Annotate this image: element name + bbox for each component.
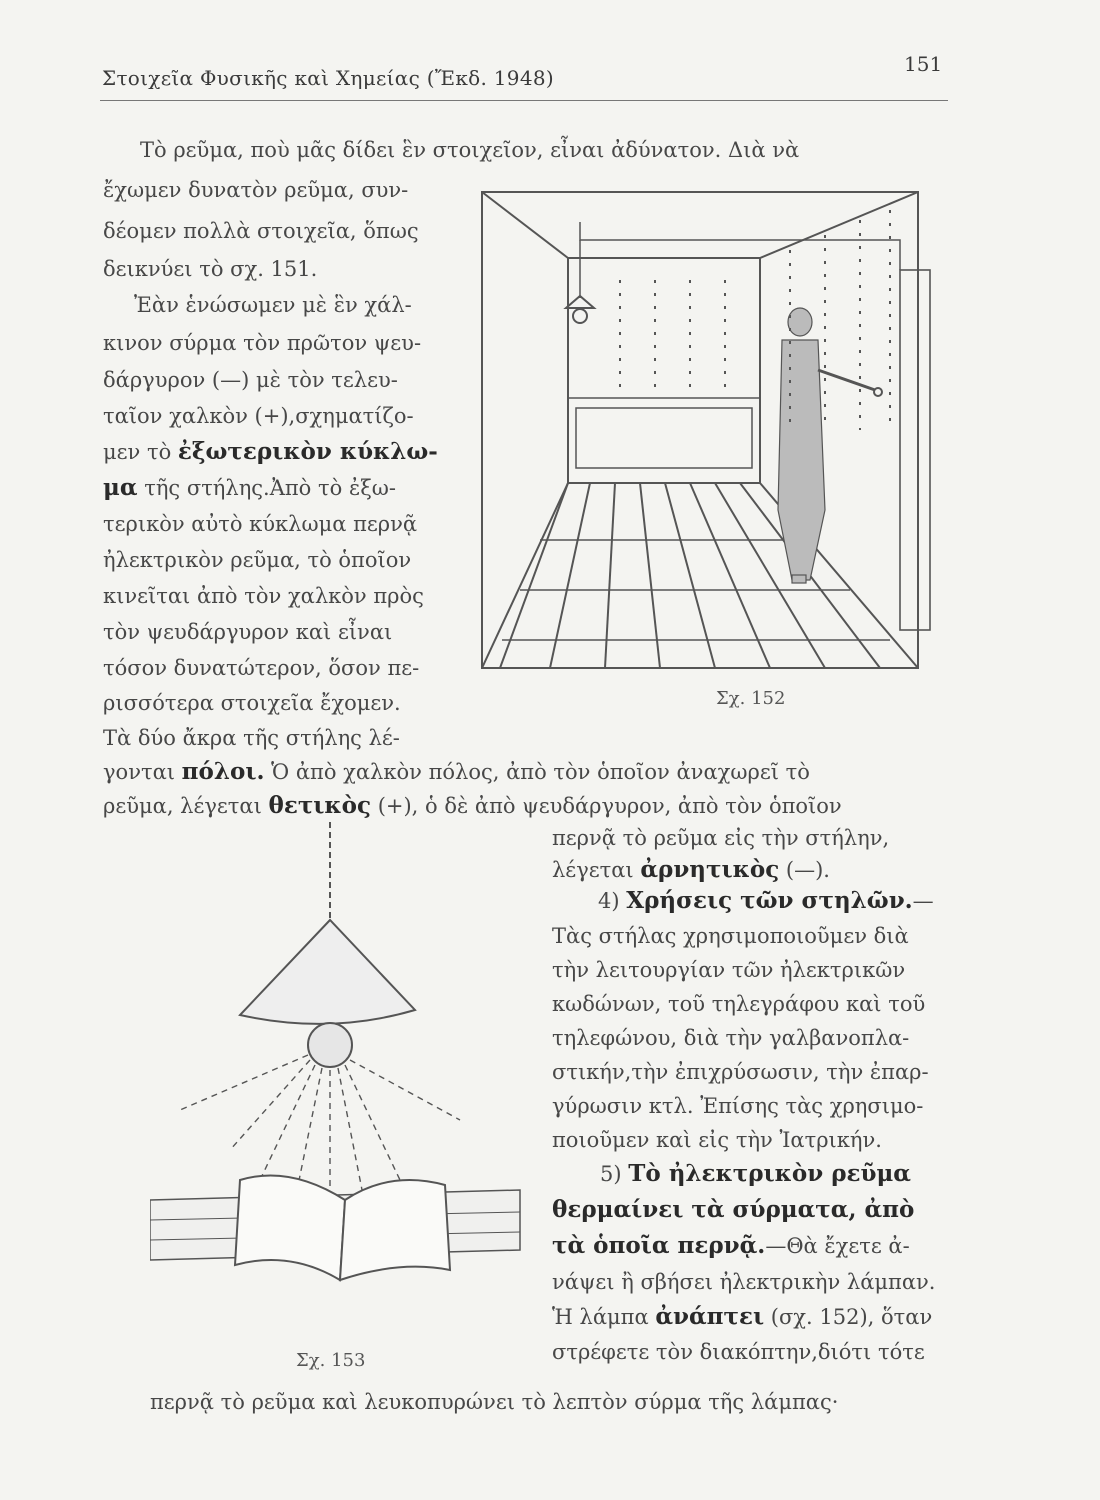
open-book [235,1176,450,1281]
section-number: 5) [600,1162,629,1186]
person-at-switch [778,308,875,583]
text-run: ρεῦμα, λέγεται [103,794,269,818]
text-run: λέγεται [552,858,641,882]
text-line-10 [103,474,396,502]
text-line-9 [103,438,438,466]
section-heading-4 [598,887,934,915]
term-external-circuit: ἐξωτερικὸν κύκλω- [177,438,438,465]
text-line-26: τηλεφώνου, διὰ τὴν γαλβανοπλα- [552,1026,910,1050]
text-line-29: ποιοῦμεν καὶ εἰς τὴν Ἰατρικήν. [552,1128,882,1152]
text-run: (—). [779,858,830,882]
text-line-33: νάψει ἢ σβήσει ἠλεκτρικὴν λάμπαν. [552,1270,936,1294]
text-line-20: περνᾷ τὸ ρεῦμα εἰς τὴν στήλην, [552,826,890,850]
lamp-shade [240,920,415,1024]
text-line-8: ταῖον χαλκὸν (+),σχηματίζο- [103,404,414,428]
header-rule [100,100,948,101]
text-line-13: κινεῖται ἀπὸ τὸν χαλκὸν πρὸς [103,584,424,608]
text-line-17: Τὰ δύο ἄκρα τῆς στήλης λέ- [103,726,400,750]
text-line-34 [552,1303,932,1331]
text-line-21 [552,856,830,884]
text-line-11: τερικὸν αὐτὸ κύκλωμα περνᾷ [103,512,418,536]
term-positive: θετικὸς [268,792,372,819]
term-lights-up: ἀνάπτει [655,1303,765,1330]
figure-152-caption: Σχ. 152 [716,688,786,709]
section-heading-5 [600,1160,911,1188]
text-line-35: στρέφετε τὸν διακόπτην,διότι τότε [552,1340,925,1364]
figure-153-lamp-book-illustration [150,820,530,1340]
running-header-title: Στοιχεῖα Φυσικῆς καὶ Χημείας (Ἔκδ. 1948) [102,66,554,90]
text-line-23: Τὰς στήλας χρησιμοποιοῦμεν διὰ [552,924,909,948]
text-line-5: Ἐὰν ἑνώσωμεν μὲ ἓν χάλ- [134,293,412,317]
back-wall [568,258,760,483]
text-line-24: τὴν λειτουργίαν τῶν ἠλεκτρικῶν [552,958,906,982]
text-run: (σχ. 152), ὅταν [764,1305,933,1329]
text-line-28: γύρωσιν κτλ. Ἐπίσης τὰς χρησιμο- [552,1094,924,1118]
text-run: — [912,889,934,913]
text-line-16: ρισσότερα στοιχεῖα ἔχομεν. [103,691,401,715]
text-line-18 [103,758,810,786]
figure-153-caption: Σχ. 153 [296,1350,366,1371]
text-line-4: δεικνύει τὸ σχ. 151. [103,257,318,281]
text-line-25: κωδώνων, τοῦ τηλεγράφου καὶ τοῦ [552,992,926,1016]
term-external-circuit-end: μα [103,474,138,501]
light-switch [874,388,882,396]
figure-frame [482,192,918,668]
text-line-27: στικήν,τὴν ἐπιχρύσωσιν, τὴν ἐπαρ- [552,1060,929,1084]
term-poles: πόλοι. [181,758,265,785]
section-title-current-heats-3: τὰ ὁποῖα περνᾷ. [552,1232,766,1259]
term-negative: ἀρνητικὸς [640,856,780,883]
text-line-6: κινον σύρμα τὸν πρῶτον ψευ- [103,331,422,355]
text-run: Ἡ λάμπα [552,1305,656,1329]
section-title-current-heats-2: θερμαίνει τὰ σύρματα, ἀπὸ [552,1196,915,1223]
section-title-uses-of-batteries: Χρήσεις τῶν στηλῶν. [626,887,913,914]
figure-152-room-illustration [480,180,940,675]
text-line-31 [552,1196,914,1224]
text-run: μεν τὸ [103,440,178,464]
section-number: 4) [598,889,627,913]
text-line-36: περνᾷ τὸ ρεῦμα καὶ λευκοπυρώνει τὸ λεπτὸν σύρμα τῆς λάμπας· [150,1390,839,1414]
page-number: 151 [904,52,943,76]
light-bulb [308,1023,352,1067]
text-line-2: ἔχωμεν δυνατὸν ρεῦμα, συν- [103,178,409,202]
text-line-1: Τὸ ρεῦμα, ποὺ μᾶς δίδει ἓν στοιχεῖον, εἶναι ἀδύνατον. Διὰ νὰ [140,138,800,162]
text-line-7: δάργυρον (—) μὲ τὸν τελευ- [103,368,398,392]
text-line-14: τὸν ψευδάργυρον καὶ εἶναι [103,620,393,644]
text-line-3: δέομεν πολλὰ στοιχεῖα, ὅπως [103,219,419,243]
text-run: τῆς στήλης.Ἀπὸ τὸ ἐξω- [137,476,396,500]
section-title-current-heats: Τὸ ἠλεκτρικὸν ρεῦμα [628,1160,911,1187]
text-line-15: τόσον δυνατώτερον, ὅσον πε- [103,656,420,680]
text-run: Ὁ ἀπὸ χαλκὸν πόλος, ἀπὸ τὸν ὁποῖον ἀναχωρεῖ τὸ [264,760,810,784]
text-line-12: ἠλεκτρικὸν ρεῦμα, τὸ ὁποῖον [103,548,412,572]
text-line-19 [103,792,842,820]
text-run: —Θὰ ἔχετε ἀ- [765,1234,910,1258]
text-run: (+), ὁ δὲ ἀπὸ ψευδάργυρον, ἀπὸ τὸν ὁποῖον [371,794,842,818]
text-run: γονται [103,760,182,784]
text-line-32 [552,1232,910,1260]
